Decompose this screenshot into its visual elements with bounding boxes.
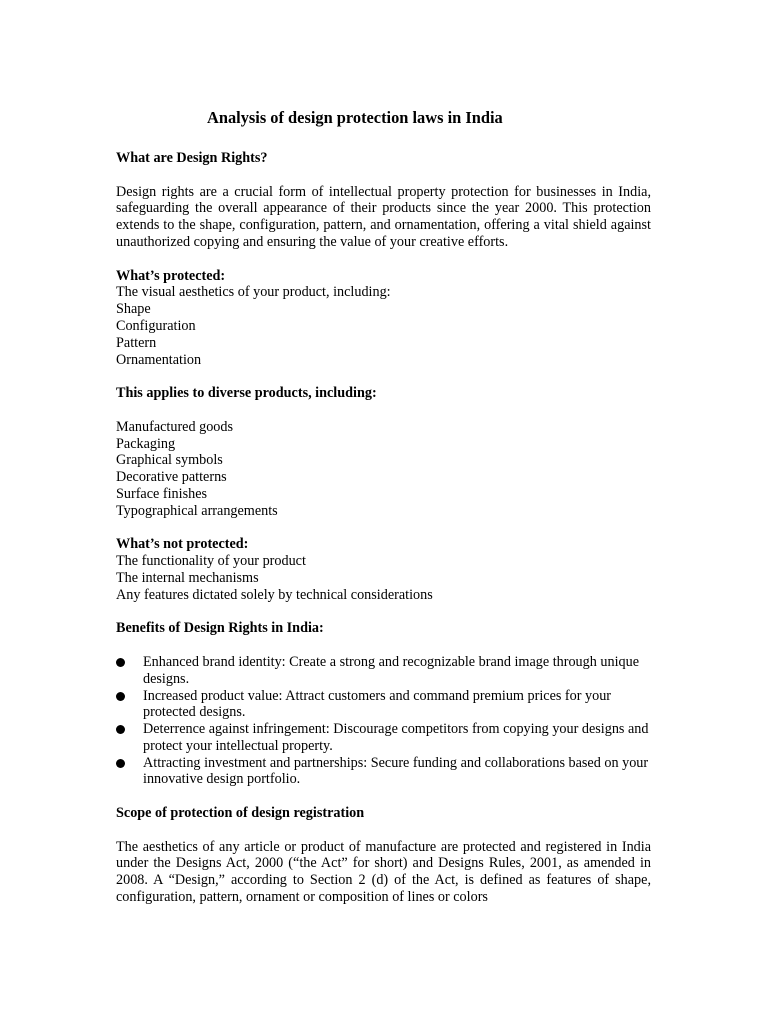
document-title: Analysis of design protection laws in India — [207, 108, 503, 127]
protected-item: Shape — [116, 301, 151, 318]
product-type-item: Manufactured goods — [116, 418, 234, 435]
product-type-item: Packaging — [116, 435, 176, 452]
benefit-bullet-text: Deterrence against infringement: Discourage competitors from copying your designs and protect your intellectual property. — [143, 721, 649, 754]
benefits-bullet-list — [116, 654, 651, 788]
protected-item: Configuration — [116, 317, 196, 334]
paragraph-scope-of-protection: The aesthetics of any article or product of manufacture are protected and registered in India under the Designs Act, 2000 (“the Act” for short) and Designs Rules, 2001, as amended in 2008. A “Design,” according to Section 2 (d) of the Act, is defined as features of shape, configuration, pattern, ornament or composition of lines or colors — [116, 838, 651, 906]
protected-item: Ornamentation — [116, 351, 202, 368]
not-protected-item: The internal mechanisms — [116, 569, 259, 586]
benefit-bullet-item — [116, 721, 651, 755]
section-heading-applies-to-products: This applies to diverse products, including: — [116, 385, 377, 402]
protected-intro-line: The visual aesthetics of your product, including: — [116, 284, 391, 301]
product-type-item: Graphical symbols — [116, 452, 223, 469]
paragraph-design-rights-intro: Design rights are a crucial form of intellectual property protection for businesses in India, safeguarding the overall appearance of their products since the year 2000. This protection extends to the shape, configuration, pattern, and ornamentation, offering a vital shield against unauthorized copying and ensuring the value of your creative efforts. — [116, 183, 651, 250]
not-protected-item: The functionality of your product — [116, 553, 306, 570]
bullet-dot-icon — [116, 658, 125, 667]
section-heading-whats-not-protected: What’s not protected: — [116, 536, 249, 553]
benefit-bullet-item — [116, 755, 651, 789]
section-heading-whats-protected: What’s protected: — [116, 267, 226, 284]
benefit-bullet-text: Increased product value: Attract customers and command premium prices for your protected designs. — [143, 687, 612, 721]
product-type-item: Surface finishes — [116, 485, 208, 502]
protected-item: Pattern — [116, 334, 157, 351]
benefit-bullet-item — [116, 688, 651, 722]
benefit-bullet-text: Enhanced brand identity: Create a strong and recognizable brand image through unique designs. — [143, 653, 639, 687]
not-protected-item: Any features dictated solely by technical considerations — [116, 586, 433, 603]
product-type-item: Decorative patterns — [116, 469, 227, 486]
document-body — [116, 108, 651, 906]
bullet-dot-icon — [116, 759, 125, 768]
bullet-dot-icon — [116, 692, 125, 701]
section-heading-scope-of-protection: Scope of protection of design registration — [116, 805, 365, 822]
benefit-bullet-text: Attracting investment and partnerships: Secure funding and collaborations based on your innovative design portfolio. — [143, 754, 649, 788]
benefit-bullet-item — [116, 654, 651, 688]
section-heading-benefits: Benefits of Design Rights in India: — [116, 620, 324, 637]
bullet-dot-icon — [116, 725, 125, 734]
section-heading-what-are-design-rights: What are Design Rights? — [116, 150, 268, 166]
product-type-item: Typographical arrangements — [116, 502, 278, 519]
